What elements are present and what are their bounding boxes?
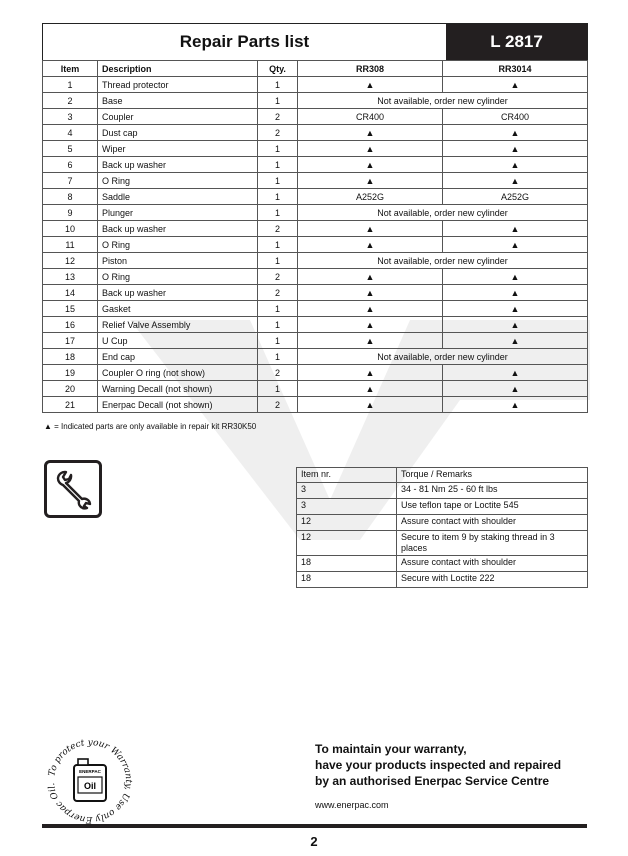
parts-row <box>43 141 588 157</box>
parts-row <box>43 221 588 237</box>
item-number: 7 <box>43 173 98 189</box>
torque-remark: 34 - 81 Nm 25 - 60 ft lbs <box>397 483 588 499</box>
parts-header-row <box>43 61 588 77</box>
part-quantity: 1 <box>258 173 298 189</box>
model-b-part: ▲ <box>443 237 588 253</box>
warranty-notice <box>315 741 561 789</box>
model-b-part: A252G <box>443 189 588 205</box>
item-number: 18 <box>43 349 98 365</box>
part-quantity: 1 <box>258 333 298 349</box>
model-b-part: ▲ <box>443 141 588 157</box>
torque-item-nr: 12 <box>297 531 397 556</box>
page-number: 2 <box>310 834 318 849</box>
model-b-part: ▲ <box>443 365 588 381</box>
model-a-part: ▲ <box>298 237 443 253</box>
part-description: Warning Decall (not shown) <box>98 381 258 397</box>
model-a-part: ▲ <box>298 77 443 93</box>
model-a-part: ▲ <box>298 141 443 157</box>
part-description: Saddle <box>98 189 258 205</box>
model-a-part: ▲ <box>298 157 443 173</box>
model-a-part: ▲ <box>298 285 443 301</box>
model-b-part: ▲ <box>443 397 588 413</box>
torque-remark: Secure with Loctite 222 <box>397 572 588 588</box>
part-quantity: 2 <box>258 269 298 285</box>
part-quantity: 1 <box>258 317 298 333</box>
col-header-torque: Torque / Remarks <box>397 468 588 483</box>
model-b-part: ▲ <box>443 317 588 333</box>
model-a-part: ▲ <box>298 301 443 317</box>
availability-note: Not available, order new cylinder <box>298 349 588 365</box>
part-description: Piston <box>98 253 258 269</box>
model-b-part: ▲ <box>443 125 588 141</box>
item-number: 21 <box>43 397 98 413</box>
col-header-item-nr: Item nr. <box>297 468 397 483</box>
item-number: 4 <box>43 125 98 141</box>
part-quantity: 1 <box>258 237 298 253</box>
parts-row <box>43 349 588 365</box>
item-number: 6 <box>43 157 98 173</box>
item-number: 10 <box>43 221 98 237</box>
model-b-part: CR400 <box>443 109 588 125</box>
item-number: 17 <box>43 333 98 349</box>
part-quantity: 1 <box>258 93 298 109</box>
part-quantity: 1 <box>258 141 298 157</box>
item-number: 20 <box>43 381 98 397</box>
part-description: Coupler O ring (not show) <box>98 365 258 381</box>
parts-row <box>43 157 588 173</box>
availability-note: Not available, order new cylinder <box>298 93 588 109</box>
item-number: 3 <box>43 109 98 125</box>
part-description: Coupler <box>98 109 258 125</box>
item-number: 5 <box>43 141 98 157</box>
parts-row <box>43 397 588 413</box>
availability-note: Not available, order new cylinder <box>298 253 588 269</box>
torque-remark: Assure contact with shoulder <box>397 556 588 572</box>
part-quantity: 1 <box>258 205 298 221</box>
torque-item-nr: 3 <box>297 483 397 499</box>
item-number: 14 <box>43 285 98 301</box>
torque-remarks-table <box>296 467 588 588</box>
parts-row <box>43 205 588 221</box>
parts-row <box>43 301 588 317</box>
torque-item-nr: 3 <box>297 499 397 515</box>
part-description: Back up washer <box>98 285 258 301</box>
part-quantity: 2 <box>258 125 298 141</box>
item-number: 16 <box>43 317 98 333</box>
warranty-line-3: by an authorised Enerpac Service Centre <box>315 774 550 788</box>
torque-row <box>297 515 588 531</box>
item-number: 11 <box>43 237 98 253</box>
parts-row <box>43 77 588 93</box>
col-header-model-a: RR308 <box>298 61 443 77</box>
item-number: 19 <box>43 365 98 381</box>
part-quantity: 2 <box>258 221 298 237</box>
item-number: 2 <box>43 93 98 109</box>
model-a-part: ▲ <box>298 269 443 285</box>
page-title: Repair Parts list <box>179 32 310 51</box>
part-description: Wiper <box>98 141 258 157</box>
part-quantity: 1 <box>258 301 298 317</box>
item-number: 8 <box>43 189 98 205</box>
warranty-line-1: To maintain your warranty, <box>315 742 467 756</box>
col-header-model-b: RR3014 <box>443 61 588 77</box>
parts-row <box>43 237 588 253</box>
part-description: Base <box>98 93 258 109</box>
model-a-part: CR400 <box>298 109 443 125</box>
wrench-icon <box>44 460 102 518</box>
torque-item-nr: 12 <box>297 515 397 531</box>
parts-row <box>43 109 588 125</box>
document-code: L 2817 <box>446 24 587 60</box>
warranty-line-2: have your products inspected and repaired <box>315 758 562 772</box>
part-description: Back up washer <box>98 221 258 237</box>
model-a-part: ▲ <box>298 173 443 189</box>
part-description: U Cup <box>98 333 258 349</box>
parts-row <box>43 93 588 109</box>
model-a-part: ▲ <box>298 221 443 237</box>
model-b-part: ▲ <box>443 285 588 301</box>
parts-row <box>43 365 588 381</box>
parts-row <box>43 317 588 333</box>
col-header-item: Item <box>43 61 98 77</box>
model-a-part: ▲ <box>298 397 443 413</box>
model-b-part: ▲ <box>443 301 588 317</box>
part-quantity: 1 <box>258 349 298 365</box>
model-a-part: ▲ <box>298 365 443 381</box>
part-description: O Ring <box>98 173 258 189</box>
torque-item-nr: 18 <box>297 556 397 572</box>
torque-row <box>297 483 588 499</box>
parts-row <box>43 333 588 349</box>
item-number: 1 <box>43 77 98 93</box>
part-quantity: 2 <box>258 397 298 413</box>
oil-can-icon <box>74 759 106 801</box>
part-description: Plunger <box>98 205 258 221</box>
torque-row <box>297 499 588 515</box>
model-b-part: ▲ <box>443 221 588 237</box>
part-description: Dust cap <box>98 125 258 141</box>
part-quantity: 2 <box>258 109 298 125</box>
website-link[interactable]: www.enerpac.com <box>315 800 389 810</box>
torque-row <box>297 531 588 556</box>
part-quantity: 1 <box>258 157 298 173</box>
model-b-part: ▲ <box>443 269 588 285</box>
parts-row <box>43 269 588 285</box>
part-description: Back up washer <box>98 157 258 173</box>
part-description: Enerpac Decall (not shown) <box>98 397 258 413</box>
part-description: Thread protector <box>98 77 258 93</box>
part-quantity: 1 <box>258 253 298 269</box>
item-number: 15 <box>43 301 98 317</box>
model-a-part: ▲ <box>298 125 443 141</box>
oil-warranty-seal <box>44 735 136 827</box>
item-number: 13 <box>43 269 98 285</box>
model-a-part: ▲ <box>298 317 443 333</box>
model-b-part: ▲ <box>443 381 588 397</box>
seal-ring-text: To protect your Warranty, Use only Enerpac Oil. <box>47 737 134 825</box>
parts-row <box>43 189 588 205</box>
part-description: Gasket <box>98 301 258 317</box>
torque-header-row <box>297 468 588 483</box>
part-quantity: 1 <box>258 77 298 93</box>
parts-row <box>43 381 588 397</box>
repair-parts-table <box>42 60 588 413</box>
torque-row <box>297 572 588 588</box>
part-quantity: 2 <box>258 285 298 301</box>
part-description: O Ring <box>98 237 258 253</box>
model-b-part: ▲ <box>443 157 588 173</box>
model-b-part: ▲ <box>443 77 588 93</box>
part-quantity: 1 <box>258 381 298 397</box>
torque-remark: Secure to item 9 by staking thread in 3 places <box>397 531 588 556</box>
parts-row <box>43 125 588 141</box>
model-a-part: ▲ <box>298 381 443 397</box>
model-a-part: ▲ <box>298 333 443 349</box>
item-number: 9 <box>43 205 98 221</box>
kit-note: ▲ = Indicated parts are only available in repair kit RR30K50 <box>44 422 257 431</box>
svg-text:ENERPAC: ENERPAC <box>79 769 101 774</box>
col-header-description: Description <box>98 61 258 77</box>
parts-row <box>43 253 588 269</box>
torque-remark: Use teflon tape or Loctite 545 <box>397 499 588 515</box>
torque-row <box>297 556 588 572</box>
part-description: O Ring <box>98 269 258 285</box>
title-bar <box>42 23 588 61</box>
model-b-part: ▲ <box>443 333 588 349</box>
parts-row <box>43 285 588 301</box>
model-a-part: A252G <box>298 189 443 205</box>
availability-note: Not available, order new cylinder <box>298 205 588 221</box>
part-quantity: 2 <box>258 365 298 381</box>
model-b-part: ▲ <box>443 173 588 189</box>
part-quantity: 1 <box>258 189 298 205</box>
item-number: 12 <box>43 253 98 269</box>
part-description: End cap <box>98 349 258 365</box>
parts-row <box>43 173 588 189</box>
part-description: Relief Valve Assembly <box>98 317 258 333</box>
svg-text:Oil: Oil <box>83 781 97 791</box>
footer-rule <box>42 824 587 828</box>
torque-remark: Assure contact with shoulder <box>397 515 588 531</box>
col-header-qty: Qty. <box>258 61 298 77</box>
torque-item-nr: 18 <box>297 572 397 588</box>
